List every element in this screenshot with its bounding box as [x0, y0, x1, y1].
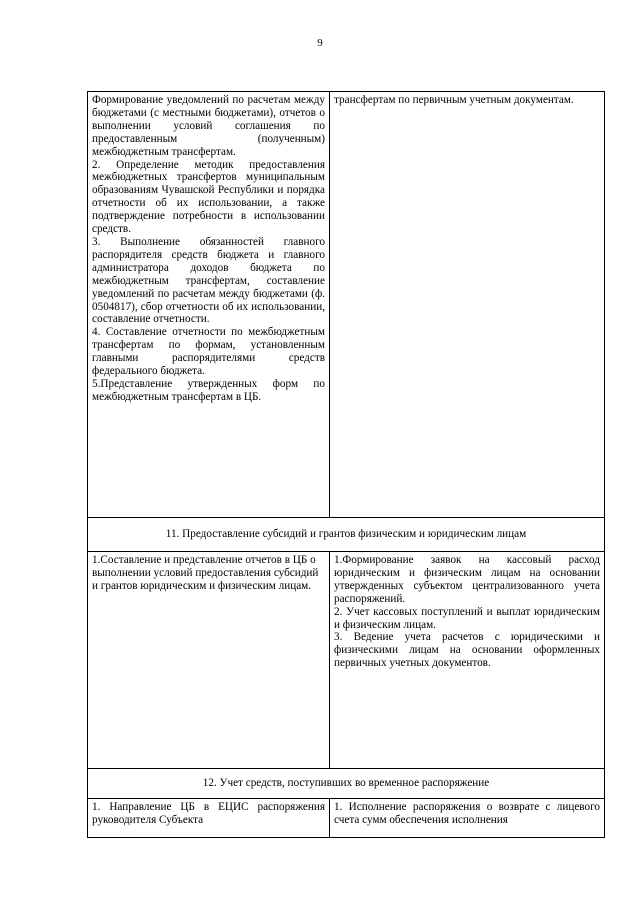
section-row [88, 518, 605, 552]
paragraph: Формирование уведомлений по расчетам между бюджетами (с местными бюджетами), отчетов о выполнении условий соглашения по предоставленным (полученным) межбюджетным трансфертам. [92, 94, 325, 158]
right-cell [330, 92, 605, 518]
responsibility-table [87, 91, 605, 838]
right-cell [330, 552, 605, 769]
paragraph: 1.Составление и представление отчетов в ЦБ о выполнении условий предоставления субсидий и грантов юридическим и физическим лицам. [92, 554, 319, 592]
page-number: 9 [317, 37, 323, 49]
paragraph: 1.Формирование заявок на кассовый расход юридическим и физическим лицам на основании утвержденных субъектом централизованного учета распоряжений. [334, 554, 600, 605]
paragraph: 2. Определение методик предоставления межбюджетных трансфертов муниципальным образованиям Чувашской Республики и порядка отчетности об их использовании, а также подтверждение потребности в использовании средств. [92, 158, 325, 236]
table-row [88, 799, 605, 838]
left-cell [88, 799, 330, 838]
table-row [88, 552, 605, 769]
section-heading: 12. Учет средств, поступивших во временное распоряжение [88, 769, 605, 799]
section-heading: 11. Предоставление субсидий и грантов физическим и юридическим лицам [88, 518, 605, 552]
paragraph: 5.Представление утвержденных форм по межбюджетным трансфертам в ЦБ. [92, 377, 325, 403]
right-cell [330, 799, 605, 838]
paragraph: 1. Направление ЦБ в ЕЦИС распоряжения руководителя Субъекта [92, 801, 325, 826]
paragraph: 1. Исполнение распоряжения о возврате с лицевого счета сумм обеспечения исполнения [334, 801, 600, 826]
paragraph: 3. Ведение учета расчетов с юридическими и физическими лицам на основании оформленных первичных учетных документов. [334, 631, 600, 670]
paragraph: 2. Учет кассовых поступлений и выплат юридическим и физическим лицам. [334, 605, 600, 631]
section-row [88, 769, 605, 799]
table-row [88, 92, 605, 518]
left-cell [88, 552, 330, 769]
paragraph: 3. Выполнение обязанностей главного распорядителя средств бюджета и главного администратора доходов бюджета по межбюджетным трансфертам, составление уведомлений по расчетам между бюджетами (ф. 0504817), сбор отчетности об их использовании, составление отчетности. [92, 235, 325, 326]
left-cell [88, 92, 330, 518]
paragraph: 4. Составление отчетности по межбюджетным трансфертам по формам, установленным главными распорядителями средств федерального бюджета. [92, 326, 325, 378]
paragraph: трансфертам по первичным учетным документам. [334, 94, 574, 106]
